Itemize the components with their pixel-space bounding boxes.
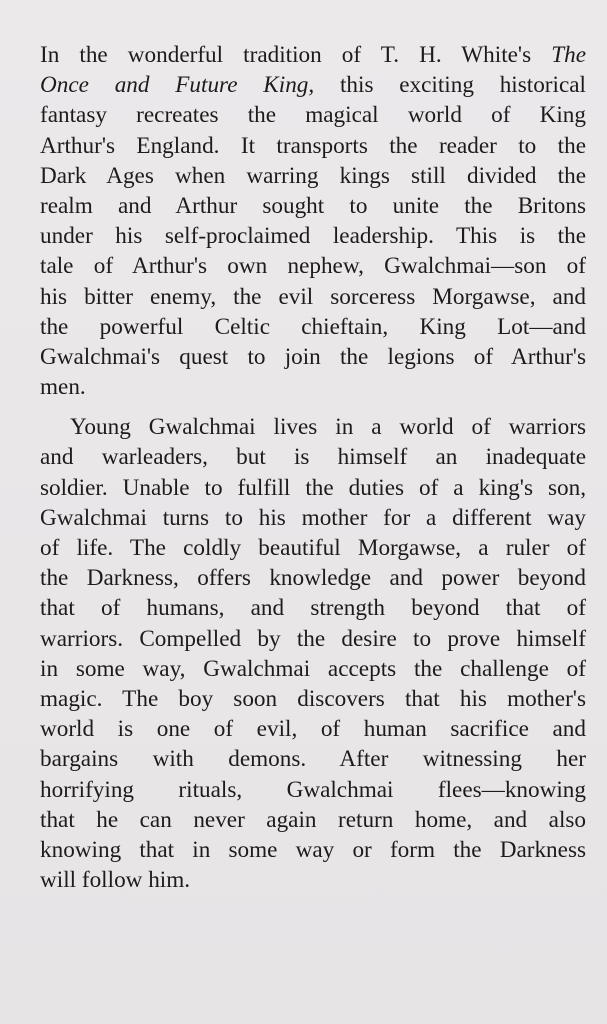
p2-line-6: the Darkness, offers knowledge and power beyond [40, 565, 586, 592]
p2-line-14: that he can never again return home, and also [40, 806, 586, 833]
p1-line-1-text: In the wonderful tradition of T. H. White's [40, 42, 552, 68]
p2-line-11: world is one of evil, of human sacrifice and [40, 716, 586, 743]
p2-line-4: Gwalchmai turns to his mother for a different way [40, 504, 586, 531]
p1-line-9: his bitter enemy, the evil sorceress Morgawse, and [40, 283, 586, 310]
p2-line-16: will follow him. [40, 867, 191, 894]
p1-line-6: realm and Arthur sought to unite the Britons [40, 192, 586, 219]
p2-line-9: in some way, Gwalchmai accepts the challenge of [40, 655, 586, 682]
jacket-description [40, 40, 586, 895]
p2-line-3: soldier. Unable to fulfill the duties of a king's son, [40, 474, 586, 501]
p1-line-3: fantasy recreates the magical world of King [40, 102, 586, 129]
p2-line-8: warriors. Compelled by the desire to prove himself [40, 625, 586, 652]
p1-line-12: men. [40, 374, 86, 401]
p1-line-1 [40, 40, 586, 70]
p1-line-4: Arthur's England. It transports the reader to the [40, 132, 586, 159]
paragraph-gap [40, 402, 586, 412]
p2-line-7: that of humans, and strength beyond that of [40, 595, 586, 622]
p2-line-5: of life. The coldly beautiful Morgawse, a ruler of [40, 535, 586, 561]
p1-line-8: tale of Arthur's own nephew, Gwalchmai—son of [40, 253, 586, 280]
p2-line-12: bargains with demons. After witnessing her [40, 746, 586, 773]
paragraph-1 [40, 40, 586, 402]
p1-line-10: the powerful Celtic chieftain, King Lot—and [40, 313, 586, 340]
p2-line-1: Young Gwalchmai lives in a world of warriors [70, 414, 586, 441]
p2-line-13: horrifying rituals, Gwalchmai flees—knowing [40, 776, 586, 803]
paragraph-2 [40, 412, 586, 895]
book-title-part-1: The [551, 42, 586, 68]
book-title-part-2: Once and Future King, [40, 72, 315, 99]
p1-line-2-text: this exciting historical [314, 72, 586, 99]
p1-line-2 [40, 70, 586, 100]
p2-line-10: magic. The boy soon discovers that his mother's [40, 685, 586, 712]
p1-line-7: under his self-proclaimed leadership. This is the [40, 223, 586, 250]
p1-line-11: Gwalchmai's quest to join the legions of Arthur's [40, 343, 586, 370]
p2-line-2: and warleaders, but is himself an inadequate [40, 444, 586, 471]
p1-line-5: Dark Ages when warring kings still divided the [40, 162, 586, 189]
p2-line-15: knowing that in some way or form the Darkness [40, 836, 586, 863]
